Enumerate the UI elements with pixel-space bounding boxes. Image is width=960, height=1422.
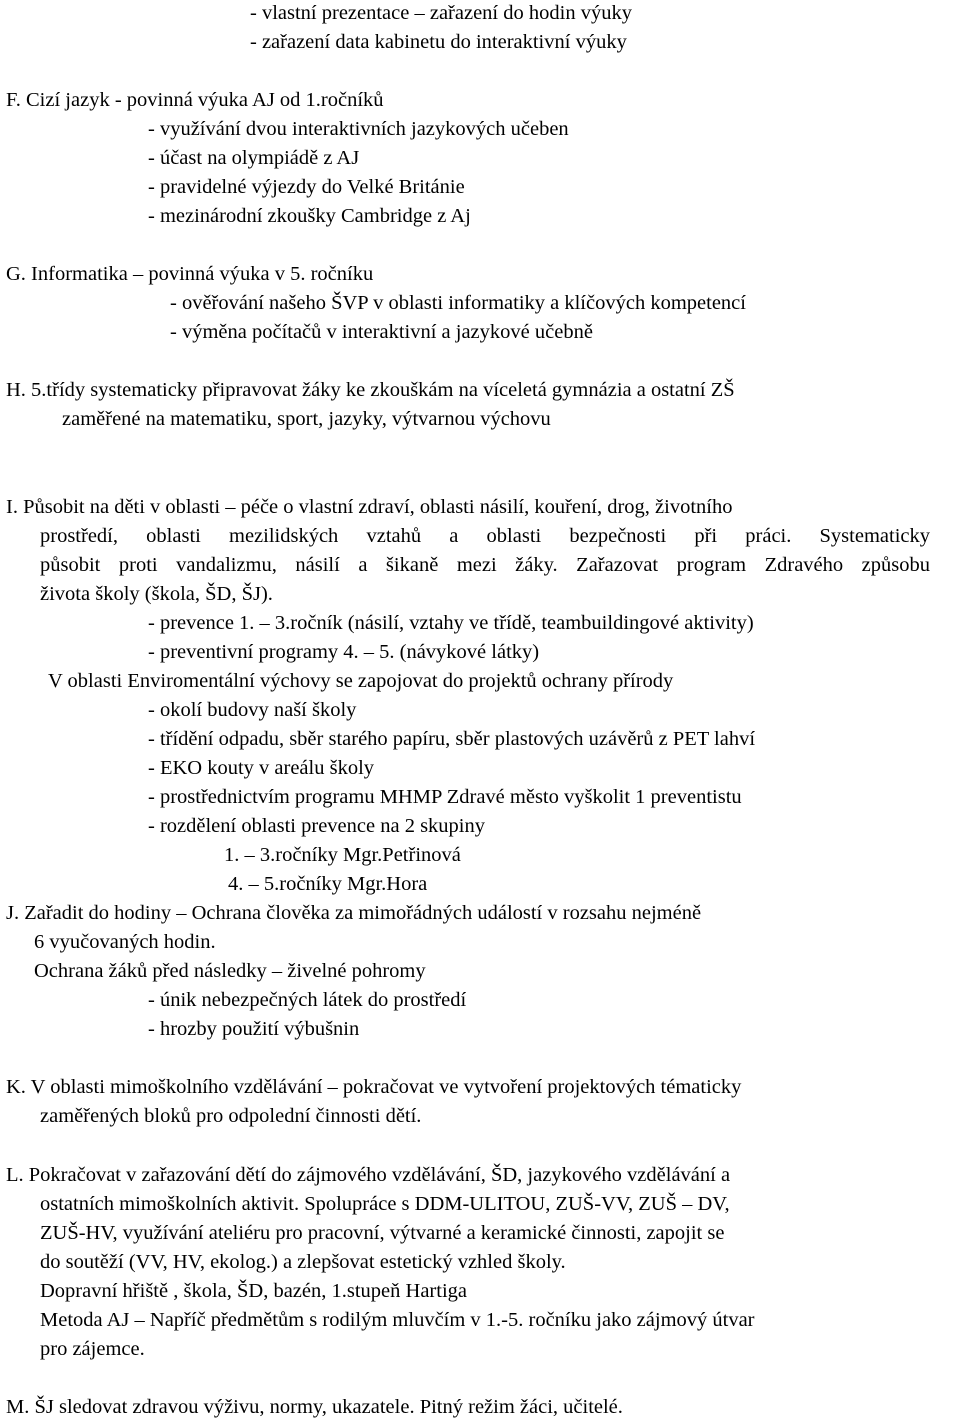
list-item: - účast na olympiádě z AJ bbox=[148, 147, 360, 169]
paragraph-line: působit proti vandalizmu, násilí a šikaně mezi žáky. Zařazovat program Zdravého způsobu bbox=[40, 554, 930, 576]
section-heading: G. Informatika – povinná výuka v 5. ročníku bbox=[6, 263, 374, 285]
list-item: - prevence 1. – 3.ročník (násilí, vztahy ve třídě, teambuildingové aktivity) bbox=[148, 612, 754, 634]
text-line: - zařazení data kabinetu do interaktivní výuky bbox=[250, 31, 627, 53]
list-item: - EKO kouty v areálu školy bbox=[148, 757, 375, 779]
list-item: - ověřování našeho ŠVP v oblasti informatiky a klíčových kompetencí bbox=[170, 292, 746, 314]
paragraph-line: do soutěží (VV, HV, ekolog.) a zlepšovat estetický vzhled školy. bbox=[40, 1251, 566, 1273]
section-heading: J. Zařadit do hodiny – Ochrana člověka za mimořádných událostí v rozsahu nejméně bbox=[6, 902, 702, 924]
section-heading: M. ŠJ sledovat zdravou výživu, normy, ukazatele. Pitný režim žáci, učitelé. bbox=[6, 1396, 623, 1418]
section-heading: H. 5.třídy systematicky připravovat žáky ke zkouškám na víceletá gymnázia a ostatní ZŠ bbox=[6, 379, 735, 401]
section-heading: L. Pokračovat v zařazování dětí do zájmového vzdělávání, ŠD, jazykového vzdělávání a bbox=[6, 1164, 731, 1186]
list-item: - rozdělení oblasti prevence na 2 skupiny bbox=[148, 815, 485, 837]
section-heading: I. Působit na děti v oblasti – péče o vlastní zdraví, oblasti násilí, kouření, drog, životního bbox=[6, 496, 733, 518]
text-line: zaměřené na matematiku, sport, jazyky, výtvarnou výchovu bbox=[62, 408, 551, 430]
section-heading: K. V oblasti mimoškolního vzdělávání – pokračovat ve vytvoření projektových tématicky bbox=[6, 1076, 742, 1098]
text-line: Ochrana žáků před následky – živelné pohromy bbox=[34, 960, 426, 982]
list-item: - pravidelné výjezdy do Velké Británie bbox=[148, 176, 465, 198]
list-item: - únik nebezpečných látek do prostředí bbox=[148, 989, 467, 1011]
text-line: V oblasti Enviromentální výchovy se zapojovat do projektů ochrany přírody bbox=[48, 670, 674, 692]
text-line: - vlastní prezentace – zařazení do hodin výuky bbox=[250, 2, 632, 24]
paragraph-line: pro zájemce. bbox=[40, 1338, 145, 1360]
list-item: - třídění odpadu, sběr starého papíru, sběr plastových uzávěrů z PET lahví bbox=[148, 728, 756, 750]
paragraph-line: ostatních mimoškolních aktivit. Spolupráce s DDM-ULITOU, ZUŠ-VV, ZUŠ – DV, bbox=[40, 1193, 730, 1215]
sub-list-item: 4. – 5.ročníky Mgr.Hora bbox=[228, 873, 428, 895]
text-line: 6 vyučovaných hodin. bbox=[34, 931, 216, 953]
list-item: - okolí budovy naší školy bbox=[148, 699, 357, 721]
paragraph-line: života školy (škola, ŠD, ŠJ). bbox=[40, 583, 273, 605]
list-item: - hrozby použití výbušnin bbox=[148, 1018, 360, 1040]
paragraph-line: Dopravní hřiště , škola, ŠD, bazén, 1.stupeň Hartiga bbox=[40, 1280, 467, 1302]
list-item: - výměna počítačů v interaktivní a jazykové učebně bbox=[170, 321, 593, 343]
paragraph-line: prostředí, oblasti mezilidských vztahů a oblasti bezpečnosti při práci. Systematicky bbox=[40, 525, 930, 547]
text-line: zaměřených bloků pro odpolední činnosti dětí. bbox=[40, 1105, 422, 1127]
section-heading: F. Cizí jazyk - povinná výuka AJ od 1.ročníků bbox=[6, 89, 384, 111]
paragraph-line: ZUŠ-HV, využívání ateliéru pro pracovní, výtvarné a keramické činnosti, zapojit se bbox=[40, 1222, 725, 1244]
list-item: - využívání dvou interaktivních jazykových učeben bbox=[148, 118, 569, 140]
paragraph-line: Metoda AJ – Napříč předmětům s rodilým mluvčím v 1.-5. ročníku jako zájmový útvar bbox=[40, 1309, 755, 1331]
list-item: - mezinárodní zkoušky Cambridge z Aj bbox=[148, 205, 471, 227]
sub-list-item: 1. – 3.ročníky Mgr.Petřinová bbox=[224, 844, 461, 866]
list-item: - preventivní programy 4. – 5. (návykové látky) bbox=[148, 641, 540, 663]
list-item: - prostřednictvím programu MHMP Zdravé město vyškolit 1 preventistu bbox=[148, 786, 742, 808]
